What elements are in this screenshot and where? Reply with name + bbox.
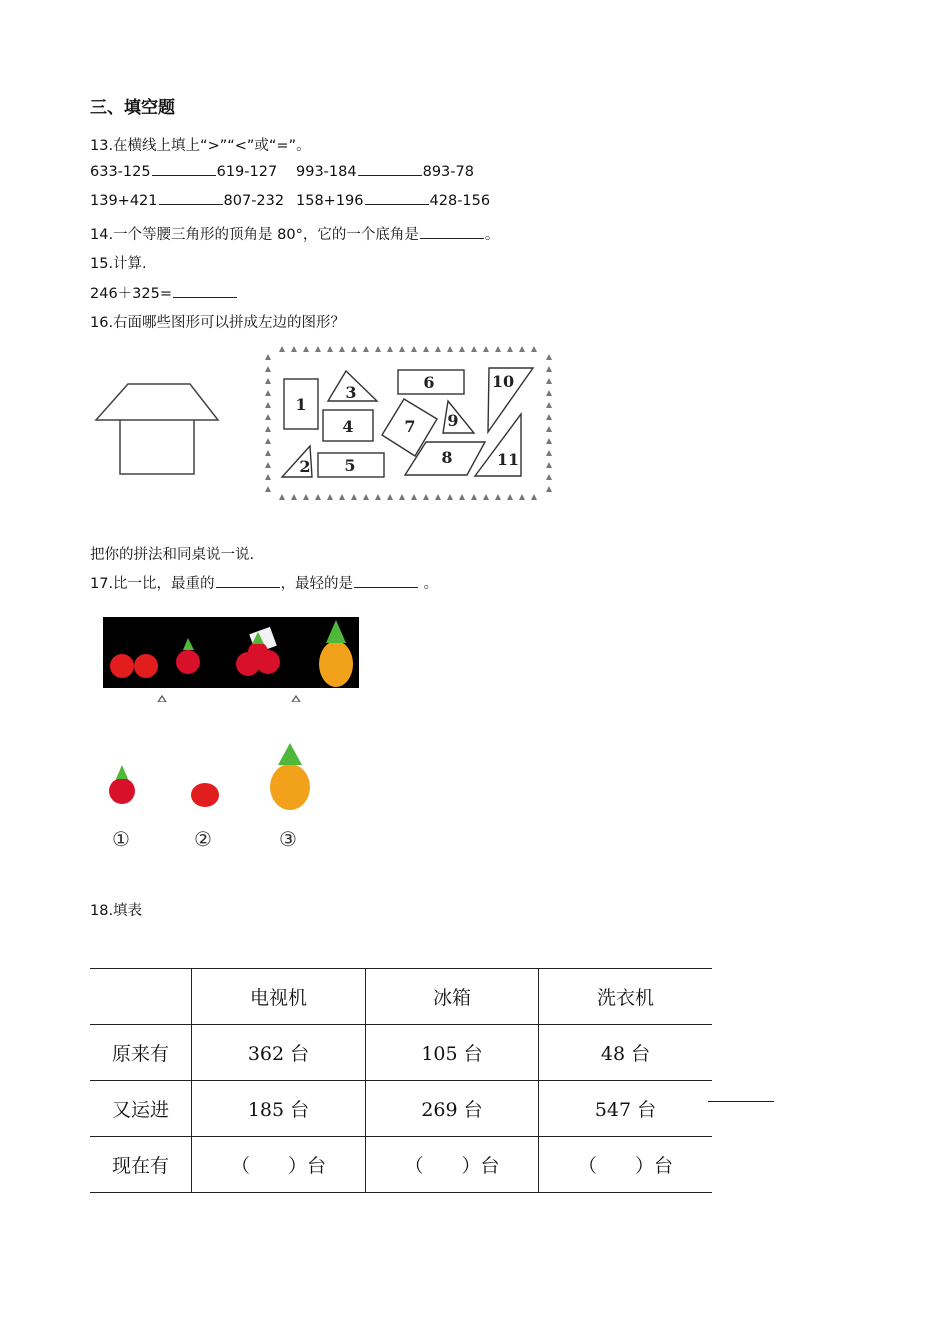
house-figure [90, 380, 225, 480]
border-triangle [363, 346, 369, 352]
border-triangle [279, 346, 285, 352]
border-triangle [546, 402, 552, 408]
border-triangle [483, 346, 489, 352]
answer-blank[interactable] [354, 586, 418, 588]
table-row [90, 1025, 712, 1081]
border-triangle [546, 438, 552, 444]
border-triangle [375, 494, 381, 500]
shape-label: 3 [345, 383, 357, 402]
border-triangle [459, 346, 465, 352]
border-triangle [303, 494, 309, 500]
row-label: 原来有 [90, 1025, 192, 1081]
border-triangle [435, 494, 441, 500]
answer-blank[interactable] [358, 174, 422, 176]
q16-prompt: 16.右面哪些图形可以拼成左边的图形？ [90, 315, 346, 331]
table-cell: 185 台 [192, 1081, 366, 1137]
border-triangle [546, 462, 552, 468]
row-label: 现在有 [90, 1137, 192, 1193]
answer-blank[interactable] [365, 203, 429, 205]
table-header-cell: 洗衣机 [539, 969, 713, 1025]
fruit-options-illustration [100, 743, 320, 815]
border-triangle [507, 494, 513, 500]
answer-cell[interactable]: （ ）台 [366, 1137, 539, 1193]
table-header-row [90, 969, 712, 1025]
border-triangle [279, 494, 285, 500]
shape-label: 9 [447, 411, 459, 430]
shape-label: 5 [344, 456, 356, 475]
answer-cell[interactable]: （ ）台 [192, 1137, 366, 1193]
table-row [90, 1137, 712, 1193]
table-cell: 105 台 [366, 1025, 539, 1081]
tangram-pieces-panel [262, 343, 557, 505]
border-triangle [363, 494, 369, 500]
border-triangle [387, 346, 393, 352]
border-triangle [411, 494, 417, 500]
border-triangle [265, 474, 271, 480]
section-title: 三、填空题 [90, 98, 175, 118]
table-row [90, 1081, 712, 1137]
q13-prompt: 13.在横线上填上“>”“<”或“=”。 [90, 138, 311, 154]
border-triangle [471, 494, 477, 500]
border-triangle [375, 346, 381, 352]
border-triangle [265, 414, 271, 420]
border-triangle [265, 378, 271, 384]
border-triangle [265, 354, 271, 360]
border-triangle [531, 346, 537, 352]
border-triangle [387, 494, 393, 500]
border-triangle [546, 426, 552, 432]
q13-item: 158+196 428-156 [296, 193, 491, 209]
q14-question: 14.一个等腰三角形的顶角是 80°，它的一个底角是 。 [90, 227, 500, 243]
q15-prompt: 15.计算. [90, 256, 147, 272]
border-triangle [315, 346, 321, 352]
radish-icon [109, 765, 135, 804]
border-triangle [435, 346, 441, 352]
table-header-cell: 电视机 [192, 969, 366, 1025]
answer-blank[interactable] [159, 203, 223, 205]
border-triangle [546, 474, 552, 480]
answer-blank[interactable] [420, 237, 484, 239]
border-triangle [546, 414, 552, 420]
q18-prompt: 18.填表 [90, 903, 143, 919]
answer-blank[interactable] [152, 174, 216, 176]
table-cell: 547 台 [539, 1081, 713, 1137]
option-3-marker: ③ [279, 827, 297, 851]
option-2-marker: ② [194, 827, 212, 851]
border-triangle [265, 486, 271, 492]
border-triangle [507, 346, 513, 352]
shape-label: 7 [404, 417, 416, 436]
q13-item: 139+421 807-232 [90, 193, 285, 209]
border-triangle [447, 494, 453, 500]
border-triangle [265, 426, 271, 432]
fill-in-table [90, 968, 712, 1193]
balance-scale-illustration [100, 614, 362, 702]
border-triangle [483, 494, 489, 500]
border-triangle [519, 494, 525, 500]
answer-blank[interactable] [173, 296, 237, 298]
shape-label: 2 [299, 457, 311, 476]
table-header-cell: 冰箱 [366, 969, 539, 1025]
border-triangle [546, 450, 552, 456]
shape-label: 10 [491, 372, 515, 391]
border-triangle [399, 346, 405, 352]
border-triangle [351, 346, 357, 352]
border-triangle [265, 402, 271, 408]
shape-label: 11 [496, 450, 520, 469]
border-triangle [265, 462, 271, 468]
shape-label: 6 [423, 373, 435, 392]
border-triangle [411, 346, 417, 352]
q16-followup: 把你的拼法和同桌说一说. [90, 547, 255, 563]
border-triangle [495, 494, 501, 500]
q15-expression: 246＋325= [90, 282, 238, 303]
border-triangle [303, 346, 309, 352]
border-triangle [471, 346, 477, 352]
q17-question: 17.比一比，最重的 ，最轻的是 。 [90, 576, 439, 592]
option-1-marker: ① [112, 827, 130, 851]
border-triangle [399, 494, 405, 500]
q13-item: 633-125 619-127 [90, 164, 278, 180]
shape-label: 4 [342, 417, 354, 436]
table-header-cell [90, 969, 192, 1025]
q13-item: 993-184 893-78 [296, 164, 474, 180]
border-triangle [495, 346, 501, 352]
table-cell: 269 台 [366, 1081, 539, 1137]
row-label: 又运进 [90, 1081, 192, 1137]
border-triangle [339, 346, 345, 352]
border-triangle [546, 366, 552, 372]
border-triangle [315, 494, 321, 500]
answer-cell[interactable]: （ ）台 [539, 1137, 713, 1193]
shape-label: 1 [295, 395, 307, 414]
tomato-icon [191, 783, 219, 807]
border-triangle [459, 494, 465, 500]
border-triangle [423, 346, 429, 352]
table-cell: 362 台 [192, 1025, 366, 1081]
border-triangle [265, 390, 271, 396]
border-triangle [519, 346, 525, 352]
border-triangle [546, 378, 552, 384]
border-triangle [423, 494, 429, 500]
border-triangle [327, 346, 333, 352]
border-triangle [546, 354, 552, 360]
border-triangle [327, 494, 333, 500]
border-triangle [546, 486, 552, 492]
answer-blank[interactable] [216, 586, 280, 588]
shape-label: 8 [441, 448, 453, 467]
border-triangle [291, 346, 297, 352]
border-triangle [531, 494, 537, 500]
border-triangle [351, 494, 357, 500]
border-triangle [447, 346, 453, 352]
border-triangle [265, 450, 271, 456]
border-triangle [265, 366, 271, 372]
table-cell: 48 台 [539, 1025, 713, 1081]
border-triangle [546, 390, 552, 396]
pineapple-icon [270, 743, 310, 810]
border-triangle [291, 494, 297, 500]
stray-rule [708, 1101, 774, 1102]
border-triangle [339, 494, 345, 500]
border-triangle [265, 438, 271, 444]
